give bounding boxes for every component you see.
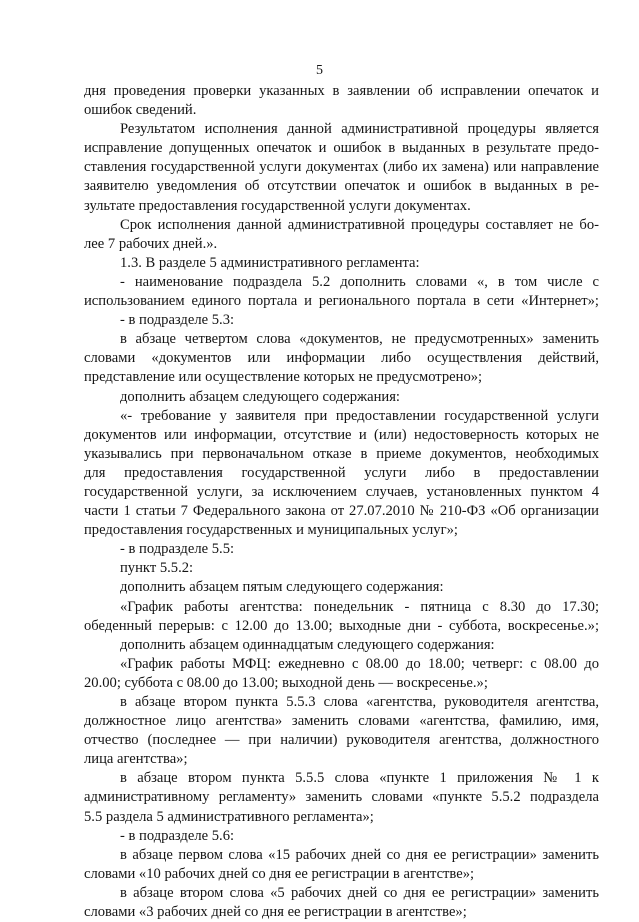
text-line: - в подразделе 5.5: — [120, 541, 235, 558]
text-line: предоставления государственных и муниципальных услуг»; — [84, 522, 458, 539]
text-line: лее 7 рабочих дней.». — [84, 235, 218, 252]
text-line: государственной услуги, за исключением случаев, установленных пунктом 4 — [84, 483, 599, 500]
text-line: для предоставления государственной услуги либо в предоставлении — [84, 464, 599, 481]
text-line: «- требование у заявителя при предоставлении государственной услуги — [120, 407, 599, 424]
text-line: дополнить абзацем пятым следующего содержания: — [120, 579, 444, 596]
text-line: в абзаце втором слова «5 рабочих дней со дня ее регистрации» заменить — [120, 884, 599, 901]
text-line: - в подразделе 5.6: — [120, 827, 235, 844]
text-line: лица агентства»; — [84, 751, 188, 768]
text-line: в абзаце первом слова «15 рабочих дней со дня ее регистрации» заменить — [120, 846, 599, 863]
text-line: административному регламенту» заменить словами «пункте 5.5.2 подраздела — [84, 789, 599, 806]
text-line: 20.00; суббота с 08.00 до 13.00; выходной день — воскресенье.»; — [84, 674, 488, 691]
text-line: заявителю уведомления об отсутствии опечаток и ошибок в выданных в ре- — [84, 178, 599, 195]
text-line: Срок исполнения данной административной процедуры составляет не бо- — [120, 216, 599, 233]
text-line: исправление допущенных опечаток и ошибок в выданных в результате предо- — [84, 140, 599, 157]
text-line: должностное лицо агентства» заменить словами «агентства, фамилию, имя, — [84, 713, 599, 730]
text-line: использованием единого портала и регионального портала в сети «Интернет»; — [84, 293, 599, 310]
text-line: дня проведения проверки указанных в заявлении об исправлении опечаток и — [84, 83, 599, 99]
text-line: - наименование подраздела 5.2 дополнить словами «, в том числе с — [120, 273, 599, 290]
text-line: отчество (последнее — при наличии) руководителя агентства, должностного — [84, 732, 599, 749]
text-line: ошибок сведений. — [84, 102, 197, 119]
text-line: - в подразделе 5.3: — [120, 312, 235, 329]
text-line: пункт 5.5.2: — [120, 560, 194, 577]
text-line: дополнить абзацем следующего содержания: — [120, 388, 400, 405]
text-line: ставления государственной услуги документах (либо их замена) или направление — [84, 159, 599, 176]
document-body — [84, 82, 599, 922]
text-line: 5.5 раздела 5 административного регламента»; — [84, 808, 374, 825]
text-line: дополнить абзацем одиннадцатым следующего содержания: — [120, 636, 495, 653]
text-line: в абзаце втором пункта 5.5.5 слова «пункте 1 приложения № 1 к — [120, 770, 599, 787]
text-line: Результатом исполнения данной административной процедуры является — [120, 121, 599, 138]
text-line: зультате предоставления государственной услуги документах. — [84, 197, 471, 214]
text-line: части 1 статьи 7 Федерального закона от 27.07.2010 № 210-ФЗ «Об организации — [84, 503, 599, 520]
text-line: обеденный перерыв: с 12.00 до 13.00; выходные дни - суббота, воскресенье.»; — [84, 617, 599, 634]
text-line: словами «10 рабочих дней со дня ее регистрации в агентстве»; — [84, 865, 475, 882]
text-line: «График работы МФЦ: ежедневно с 08.00 до 18.00; четверг: с 08.00 до — [120, 655, 599, 672]
text-line: в абзаце четвертом слова «документов, не предусмотренных» заменить — [120, 331, 599, 348]
text-line: указывались при первоначальном отказе в приеме документов, необходимых — [84, 445, 599, 462]
text-line: документов или информации, отсутствие и (или) недостоверность которых не — [84, 426, 599, 443]
text-line: представление или осуществление которых не предусмотрено»; — [84, 369, 483, 386]
text-line: «График работы агентства: понедельник - пятница с 8.30 до 17.30; — [120, 598, 599, 615]
text-line: в абзаце втором пункта 5.5.3 слова «агентства, руководителя агентства, — [120, 694, 599, 710]
text-line: словами «документов или информации либо осуществления действий, — [84, 350, 599, 367]
page-number: 5 — [316, 63, 323, 78]
text-line: 1.3. В разделе 5 административного регламента: — [120, 254, 420, 271]
text-line: словами «3 рабочих дней со дня ее регистрации в агентстве»; — [84, 904, 467, 921]
